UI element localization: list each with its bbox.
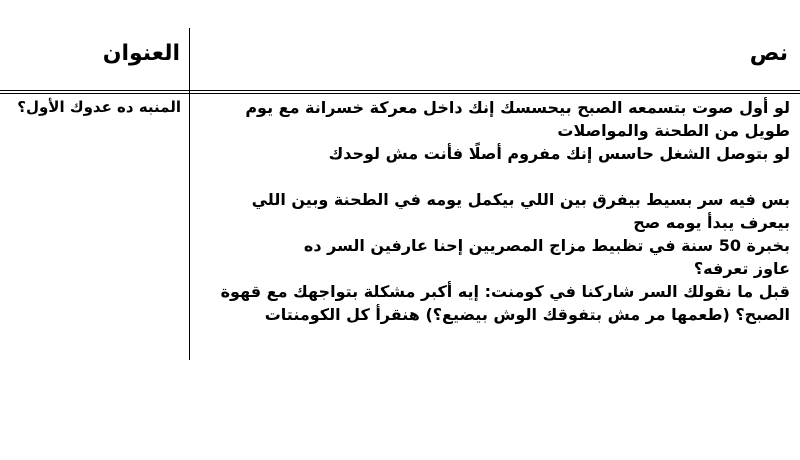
content-line: قبل ما نقولك السر شاركنا في كومنت: إيه أكبر مشكلة بتواجهك مع قهوة: [220, 282, 790, 301]
content-line: لو أول صوت بتسمعه الصبح بيحسسك إنك داخل معركة خسرانة مع يوم: [245, 98, 790, 117]
blank-line: [196, 165, 790, 188]
content-line: بس فيه سر بسيط بيفرق بين اللي بيكمل يومه في الطحنة وبين اللي: [251, 190, 790, 209]
content-line: عاوز تعرفه؟: [693, 259, 790, 278]
content-line: طويل من الطحنة والمواصلات: [557, 121, 790, 140]
content-line: الصبح؟ (طعمها مر مش بتفوقك الوش بيضيع؟) هنقرأ كل الكومنتات: [264, 305, 790, 324]
header-divider-line-1: [0, 90, 800, 91]
document-table: [0, 28, 800, 360]
content-column-header: نص: [749, 41, 788, 66]
title-cell: المنبه ده عدوك الأول؟: [17, 98, 181, 116]
column-divider: [189, 28, 190, 360]
title-column-header: العنوان: [102, 41, 180, 66]
content-cell: [196, 96, 790, 326]
content-line: بخبرة 50 سنة في تظبيط مزاج المصريين إحنا عارفين السر ده: [303, 236, 790, 255]
header-divider-line-2: [0, 93, 800, 94]
content-line: بيعرف يبدأ يومه صح: [633, 213, 790, 232]
content-line: لو بتوصل الشغل حاسس إنك مفروم أصلًا فأنت مش لوحدك: [328, 144, 790, 163]
